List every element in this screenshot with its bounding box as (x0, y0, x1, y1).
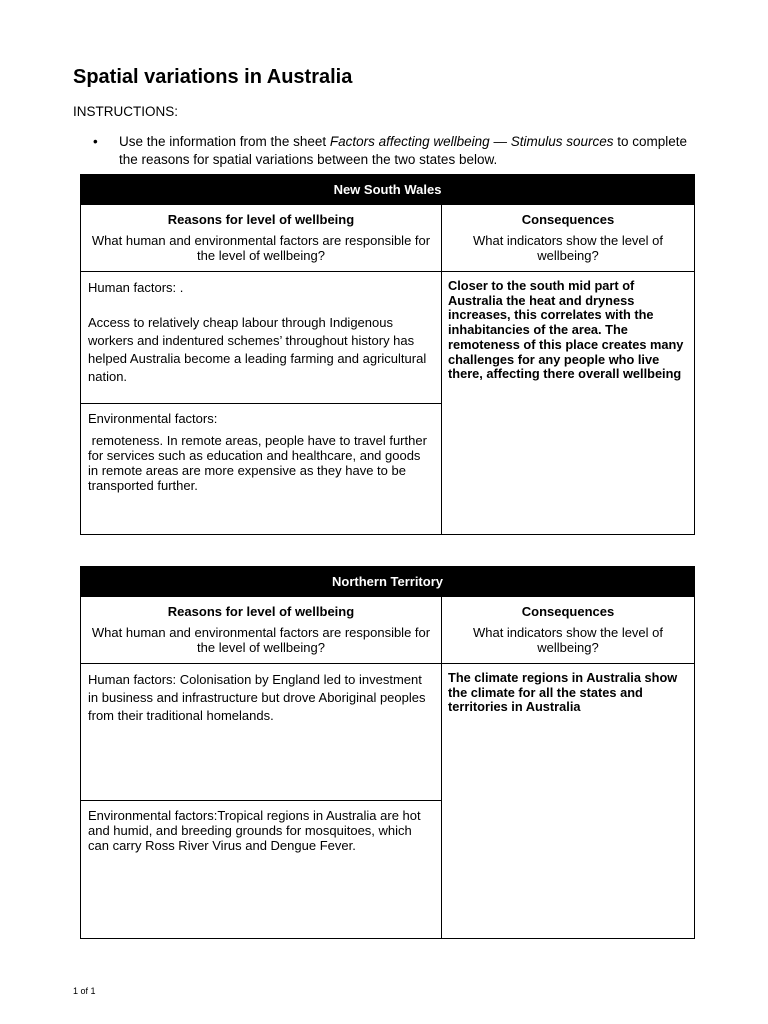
nt-consequences-text: The climate regions in Australia show the climate for all the states and territories in Australia (448, 670, 678, 715)
bullet-text-before: Use the information from the sheet (119, 134, 330, 149)
nt-reasons-heading: Reasons for level of wellbeing (167, 604, 355, 619)
nsw-consequences-text: Closer to the south mid part of Australia the heat and dryness increases, this correlates with the inhabitancies of the area. The remoteness of this place creates many challenges for any people who live there, affecting there overall wellbeing (448, 278, 684, 382)
nsw-environmental-factors-cell[interactable] (81, 404, 442, 535)
nsw-reasons-header (81, 205, 442, 272)
bullet-text-emphasis: Factors affecting wellbeing — Stimulus sources (329, 134, 614, 149)
instructions-label: INSTRUCTIONS: (73, 104, 179, 119)
nsw-consequences-heading: Consequences (521, 212, 615, 227)
nt-human-factors-cell[interactable] (81, 664, 442, 801)
nsw-state-heading: New South Wales (81, 175, 695, 205)
bullet-text (119, 133, 703, 168)
nsw-human-factors-text: Access to relatively cheap labour through Indigenous workers and indentured schemes’ throughout history has helped Australia become a leading farming and agricultural nation. (88, 315, 427, 384)
nsw-consequences-header (442, 205, 695, 272)
nsw-environmental-factors-text: remoteness. In remote areas, people have to travel further for services such as education and healthcare, and goods in remote areas are more expensive as they have to be transported further. (88, 433, 431, 493)
instruction-bullet (93, 133, 703, 168)
nsw-reasons-subheading: What human and environmental factors are responsible for the level of wellbeing? (91, 233, 431, 263)
nt-consequences-heading: Consequences (521, 604, 615, 619)
bullet-marker: • (93, 134, 98, 149)
nsw-reasons-heading: Reasons for level of wellbeing (167, 212, 355, 227)
nt-reasons-subheading: What human and environmental factors are responsible for the level of wellbeing? (91, 625, 431, 655)
nsw-human-factors-cell[interactable] (81, 272, 442, 404)
nsw-environmental-factors-label: Environmental factors: (88, 411, 218, 426)
nt-consequences-header (442, 597, 695, 664)
nsw-consequences-subheading: What indicators show the level of wellbeing? (472, 233, 664, 263)
nt-consequences-subheading: What indicators show the level of wellbeing? (472, 625, 664, 655)
nt-environmental-factors-cell[interactable] (81, 801, 442, 939)
nt-reasons-header (81, 597, 442, 664)
nsw-table (80, 174, 695, 535)
nt-table (80, 566, 695, 939)
bullet-text-after: to complete the reasons for spatial variations between the two states below. (119, 134, 688, 167)
nt-human-factors-text: Human factors: Colonisation by England led to investment in business and infrastructure but drove Aboriginal peoples from their traditional homelands. (88, 672, 426, 723)
page-number: 1 of 1 (73, 986, 96, 996)
nsw-human-factors-label: Human factors: . (88, 280, 184, 295)
nt-state-heading: Northern Territory (81, 567, 695, 597)
nt-consequences-cell[interactable] (442, 664, 695, 939)
nt-environmental-factors-text: Environmental factors:Tropical regions in Australia are hot and humid, and breeding grounds for mosquitoes, which can carry Ross River Virus and Dengue Fever. (88, 808, 421, 853)
page-title: Spatial variations in Australia (73, 66, 353, 88)
nsw-consequences-cell[interactable] (442, 272, 695, 535)
